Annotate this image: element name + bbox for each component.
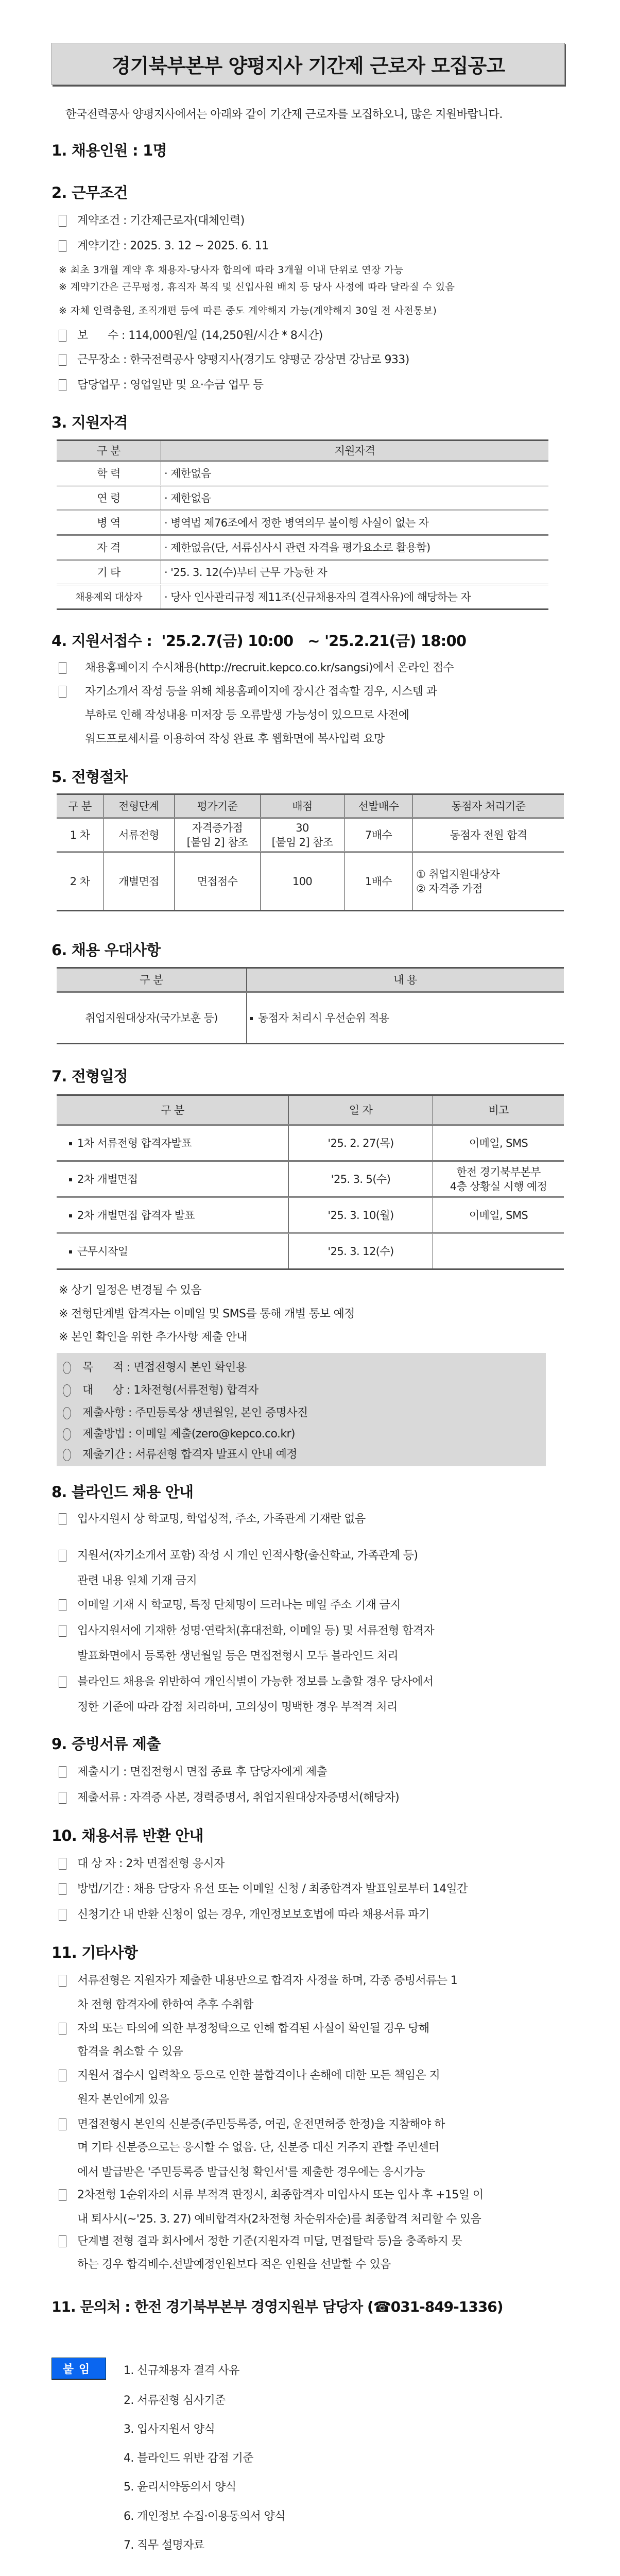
checkbox-bullet-icon [59, 1550, 66, 1562]
attachment-item: 6. 개인정보 수집·이용동의서 양식 [124, 2510, 285, 2523]
score-cell [261, 818, 345, 852]
column-header: 일 자 [289, 1095, 433, 1125]
checkbox-bullet-icon [59, 1975, 66, 1987]
checkbox-bullet-icon [59, 2189, 66, 2201]
checkbox-bullet-icon [59, 1676, 66, 1688]
page-title: 경기북부본부 양평지사 기간제 근로자 모집공고 [51, 43, 565, 85]
section-heading-headcount: 1. 채용인원 : 1명 [51, 142, 167, 159]
row-label: 자 격 [57, 535, 161, 560]
attachment-item: 4. 블라인드 위반 감점 기준 [124, 2452, 253, 2465]
checkbox-bullet-icon [59, 686, 66, 698]
table-row [57, 992, 564, 1044]
cell-line: [붙임 2] 참조 [186, 836, 248, 849]
cell-line: ② 자격증 가점 [416, 882, 483, 895]
schedule-note-line: ※ 본인 확인을 위한 추가사항 제출 안내 [59, 1331, 247, 1344]
checkbox-bullet-icon [59, 2235, 66, 2247]
list-item-line: 방법/기간 : 채용 담당자 유선 또는 이메일 신청 / 최종합격자 발표일로부터 14일간 [77, 1883, 468, 1895]
column-header: 평가기준 [175, 794, 261, 818]
row-value [247, 992, 564, 1044]
condition-item: 보 수 : 114,000원/일 (14,250원/시간 * 8시간) [77, 329, 323, 342]
list-item-line: 블라인드 채용을 위반하여 개인식별이 가능한 정보를 노출할 경우 당사에서 [77, 1675, 434, 1688]
checkbox-bullet-icon [59, 1625, 66, 1637]
criteria-cell: 면접점수 [175, 852, 261, 911]
list-item-line: 입사지원서에 기재한 성명·연락처(휴대전화, 이메일 등) 및 서류전형 합격자 [77, 1624, 435, 1637]
table-row [57, 511, 548, 535]
table-row [57, 818, 564, 852]
column-header: 배점 [261, 794, 345, 818]
cell-line: 4층 상황실 시행 예정 [450, 1180, 547, 1193]
list-item-line: 채용홈페이지 수시채용(http://recruit.kepco.co.kr/sangsi)에서 온라인 접수 [85, 662, 454, 674]
table-row [57, 461, 548, 486]
list-item-line: 합격을 취소할 수 있음 [77, 2045, 183, 2058]
schedule-note: 이메일, SMS [433, 1197, 564, 1233]
schedule-note-line: ※ 상기 일정은 변경될 수 있음 [59, 1284, 201, 1297]
checkbox-bullet-icon [59, 1883, 66, 1895]
column-header: 구 분 [57, 968, 247, 992]
identity-check-item: 제출사항 : 주민등록상 생년월일, 본인 증명사진 [82, 1406, 308, 1419]
schedule-label [57, 1233, 289, 1269]
list-item-line: 대 상 자 : 2차 면접전형 응시자 [77, 1857, 225, 1870]
circle-bullet-icon [63, 1449, 71, 1461]
list-item-line: 원자 본인에게 있음 [77, 2093, 169, 2106]
square-bullet-icon [69, 1178, 72, 1181]
identity-check-item: 제출기간 : 서류전형 합격자 발표시 안내 예정 [82, 1448, 297, 1461]
table-row [57, 560, 548, 585]
list-item-line: 지원서 접수시 입력착오 등으로 인한 불합격이나 손해에 대한 모든 책임은 지 [77, 2069, 440, 2082]
checkbox-bullet-icon [59, 1792, 66, 1804]
row-label: 연 령 [57, 486, 161, 511]
section-heading-conditions: 2. 근무조건 [51, 184, 128, 201]
condition-item: 계약조건 : 기간제근로자(대체인력) [77, 214, 245, 227]
row-label: 병 역 [57, 511, 161, 535]
row-value: · '25. 3. 12(수)부터 근무 가능한 자 [161, 560, 549, 585]
contact-phone: 031-849-1336) [390, 2298, 503, 2315]
multiple-cell: 1배수 [345, 852, 413, 911]
cell-line: 자격증가점 [192, 821, 243, 834]
intro-text: 한국전력공사 양평지사에서는 아래와 같이 기간제 근로자를 모집하오니, 많은 지원바랍니다. [65, 108, 503, 121]
stage-cell: 1 차 [57, 818, 104, 852]
checkbox-bullet-icon [59, 1766, 66, 1778]
square-bullet-icon [69, 1142, 72, 1145]
table-row [57, 535, 548, 560]
checkbox-bullet-icon [59, 2070, 66, 2081]
checkbox-bullet-icon [59, 240, 66, 252]
list-item-line: 하는 경우 합격배수.선발예정인원보다 적은 인원을 선발할 수 있음 [77, 2258, 391, 2271]
square-bullet-icon [250, 1017, 253, 1020]
row-value-text: 동점자 처리시 우선순위 적용 [258, 1011, 389, 1024]
tie-cell [413, 852, 564, 911]
row-value: · 병역법 제76조에서 정한 병역의무 불이행 사실이 없는 자 [161, 511, 549, 535]
column-header: 구 분 [57, 794, 104, 818]
list-item-line: 면접전형시 본인의 신분증(주민등록증, 여권, 운전면허증 한정)을 지참해야 하 [77, 2118, 445, 2131]
condition-item: 계약기간 : 2025. 3. 12 ~ 2025. 6. 11 [77, 240, 269, 252]
column-header: 내 용 [247, 968, 564, 992]
circle-bullet-icon [63, 1384, 71, 1397]
list-item-line: 단계별 전형 결과 회사에서 정한 기준(지원자격 미달, 면접탈락 등)을 충족하지 못 [77, 2235, 462, 2248]
contact-line [51, 2298, 503, 2316]
attachment-item: 1. 신규채용자 결격 사유 [124, 2364, 239, 2377]
section-heading-qualifications: 3. 지원자격 [51, 414, 128, 431]
checkbox-bullet-icon [59, 662, 66, 674]
list-item-line: 2차전형 1순위자의 서류 부적격 판정시, 최종합격자 미입사시 또는 입사 후 +15일 이 [77, 2189, 484, 2201]
attachment-item: 3. 입사지원서 양식 [124, 2423, 215, 2436]
column-header: 선발배수 [345, 794, 413, 818]
list-item-line: 제출서류 : 자격증 사본, 경력증명서, 취업지원대상자증명서(해당자) [77, 1791, 400, 1804]
schedule-date: '25. 3. 12(수) [289, 1233, 433, 1269]
checkbox-bullet-icon [59, 215, 66, 227]
column-header: 지원자격 [161, 440, 549, 461]
cell-line: [붙임 2] 참조 [271, 836, 333, 849]
schedule-note [433, 1233, 564, 1269]
condition-note: ※ 자체 인력충원, 조직개편 등에 따른 중도 계약해지 가능(계약해지 30일 전 사전통보) [59, 305, 437, 316]
column-header: 구 분 [57, 1095, 289, 1125]
list-item-line: 발표화면에서 등록한 생년월일 등은 면접전형시 모두 블라인드 처리 [77, 1650, 399, 1663]
row-value: · 당사 인사관리규정 제11조(신규채용자의 결격사유)에 해당하는 자 [161, 585, 549, 609]
identity-check-item: 대 상 : 1차전형(서류전형) 합격자 [82, 1384, 259, 1397]
checkbox-bullet-icon [59, 1858, 66, 1870]
column-header: 구 분 [57, 440, 161, 461]
score-cell: 100 [261, 852, 345, 911]
schedule-label-text: 2차 개별면접 합격자 발표 [77, 1209, 195, 1222]
selection-process-table [57, 793, 564, 911]
step-cell: 개별면접 [104, 852, 175, 911]
checkbox-bullet-icon [59, 354, 66, 366]
checkbox-bullet-icon [59, 2119, 66, 2130]
table-row [57, 1161, 564, 1197]
checkbox-bullet-icon [59, 1909, 66, 1921]
checkbox-bullet-icon [59, 1513, 66, 1525]
section-heading-schedule: 7. 전형일정 [51, 1067, 128, 1085]
schedule-label-text: 1차 서류전형 합격자발표 [77, 1137, 192, 1149]
list-item-line: 며 기타 신분증으로는 응시할 수 없음. 단, 신분증 대신 거주지 관할 주민센터 [77, 2141, 439, 2154]
attachment-item: 5. 윤리서약동의서 양식 [124, 2481, 236, 2494]
contact-label: 11. 문의처 : 한전 경기북부본부 경영지원부 담당자 ( [51, 2298, 373, 2315]
section-heading-documents: 9. 증빙서류 제출 [51, 1735, 161, 1753]
square-bullet-icon [69, 1214, 72, 1217]
square-bullet-icon [69, 1250, 72, 1253]
phone-icon: ☎ [373, 2298, 391, 2315]
multiple-cell: 7배수 [345, 818, 413, 852]
checkbox-bullet-icon [59, 2023, 66, 2035]
list-item-line: 자기소개서 작성 등을 위해 채용홈페이지에 장시간 접속할 경우, 시스템 과 [85, 685, 437, 698]
column-header: 전형단계 [104, 794, 175, 818]
schedule-table [57, 1094, 564, 1270]
stage-cell: 2 차 [57, 852, 104, 911]
section-heading-blind-hiring: 8. 블라인드 채용 안내 [51, 1483, 194, 1501]
column-header: 비고 [433, 1095, 564, 1125]
row-value: · 제한없음 [161, 486, 549, 511]
identity-check-item: 목 적 : 면접전형시 본인 확인용 [82, 1361, 247, 1374]
attachment-item: 7. 직무 설명자료 [124, 2539, 204, 2552]
list-item-line: 에서 발급받은 '주민등록증 발급신청 확인서'를 제출한 경우에는 응시가능 [77, 2166, 425, 2179]
checkbox-bullet-icon [59, 1599, 66, 1611]
attachment-item: 2. 서류전형 심사기준 [124, 2394, 226, 2407]
schedule-label [57, 1197, 289, 1233]
row-label: 채용제외 대상자 [57, 585, 161, 609]
checkbox-bullet-icon [59, 379, 66, 391]
list-item-line: 서류전형은 지원자가 제출한 내용만으로 합격자 사정을 하며, 각종 증빙서류는 1 [77, 1974, 458, 1987]
list-item-line: 워드프로세서를 이용하여 작성 완료 후 웹화면에 복사입력 요망 [85, 733, 385, 745]
preferences-table [57, 967, 564, 1044]
circle-bullet-icon [63, 1362, 71, 1374]
table-row [57, 1233, 564, 1269]
circle-bullet-icon [63, 1428, 71, 1440]
row-label: 학 력 [57, 461, 161, 486]
cell-line: ① 취업지원대상자 [416, 868, 500, 880]
list-item-line: 내 퇴사시(~'25. 3. 27) 예비합격자(2차전형 차순위자순)를 최종합격 처리할 수 있음 [77, 2213, 481, 2226]
schedule-note [433, 1161, 564, 1197]
section-heading-other: 11. 기타사항 [51, 1944, 138, 1961]
list-item-line: 지원서(자기소개서 포함) 작성 시 개인 인적사항(출신학교, 가족관계 등) [77, 1549, 418, 1562]
schedule-label [57, 1161, 289, 1197]
schedule-label-text: 2차 개별면접 [77, 1173, 138, 1185]
section-heading-document-return: 10. 채용서류 반환 안내 [51, 1827, 203, 1844]
table-row [57, 852, 564, 911]
list-item-line: 차 전형 합격자에 한하여 추후 수취함 [77, 1998, 253, 2011]
qualifications-table [57, 439, 548, 610]
schedule-date: '25. 2. 27(목) [289, 1125, 433, 1161]
schedule-note-line: ※ 전형단계별 합격자는 이메일 및 SMS를 통해 개별 통보 예정 [59, 1308, 355, 1320]
section-heading-application-period: 4. 지원서접수 : '25.2.7(금) 10:00 ~ '25.2.21(금) 18:00 [51, 632, 467, 650]
section-heading-selection-process: 5. 전형절차 [51, 768, 128, 786]
circle-bullet-icon [63, 1407, 71, 1419]
row-value: · 제한없음 [161, 461, 549, 486]
row-value: · 제한없음(단, 서류심사시 관련 자격을 평가요소로 활용함) [161, 535, 549, 560]
schedule-label-text: 근무시작일 [77, 1245, 128, 1258]
table-row [57, 1125, 564, 1161]
table-row [57, 585, 548, 609]
checkbox-bullet-icon [59, 330, 66, 342]
schedule-label [57, 1125, 289, 1161]
tie-cell: 동점자 전원 합격 [413, 818, 564, 852]
table-row [57, 1197, 564, 1233]
schedule-date: '25. 3. 5(수) [289, 1161, 433, 1197]
list-item-line: 부하로 인해 작성내용 미저장 등 오류발생 가능성이 있으므로 사전에 [85, 709, 409, 722]
condition-item: 근무장소 : 한국전력공사 양평지사(경기도 양평군 강상면 강남로 933) [77, 353, 409, 366]
identity-check-item: 제출방법 : 이메일 제출(zero@kepco.co.kr) [82, 1428, 295, 1440]
condition-note: ※ 계약기간은 근무평정, 휴직자 복직 및 신입사원 배치 등 당사 사정에 따라 달라질 수 있음 [59, 281, 455, 293]
schedule-note: 이메일, SMS [433, 1125, 564, 1161]
condition-note: ※ 최초 3개월 계약 후 채용자-당사자 합의에 따라 3개월 이내 단위로 연장 가능 [59, 264, 404, 276]
attachment-badge: 붙임 [51, 2358, 106, 2379]
criteria-cell [175, 818, 261, 852]
list-item-line: 제출시기 : 면접전형시 면접 종료 후 담당자에게 제출 [77, 1766, 328, 1778]
section-heading-preferences: 6. 채용 우대사항 [51, 941, 161, 959]
schedule-date: '25. 3. 10(월) [289, 1197, 433, 1233]
step-cell: 서류전형 [104, 818, 175, 852]
list-item-line: 관련 내용 일체 기재 금지 [77, 1574, 197, 1587]
list-item-line: 자의 또는 타의에 의한 부정청탁으로 인해 합격된 사실이 확인될 경우 당해 [77, 2022, 429, 2035]
cell-line: 한전 경기북부본부 [456, 1165, 541, 1178]
condition-item: 담당업무 : 영업일반 및 요·수금 업무 등 [77, 379, 264, 392]
row-label: 취업지원대상자(국가보훈 등) [57, 992, 247, 1044]
list-item-line: 이메일 기재 시 학교명, 특정 단체명이 드러나는 메일 주소 기재 금지 [77, 1599, 401, 1612]
table-row [57, 486, 548, 511]
column-header: 동점자 처리기준 [413, 794, 564, 818]
list-item-line: 신청기간 내 반환 신청이 없는 경우, 개인정보보호법에 따라 채용서류 파기 [77, 1908, 429, 1921]
cell-line: 30 [296, 821, 309, 834]
list-item-line: 정한 기준에 따라 감점 처리하며, 고의성이 명백한 경우 부적격 처리 [77, 1701, 398, 1714]
row-label: 기 타 [57, 560, 161, 585]
list-item-line: 입사지원서 상 학교명, 학업성적, 주소, 가족관계 기재란 없음 [77, 1513, 366, 1526]
